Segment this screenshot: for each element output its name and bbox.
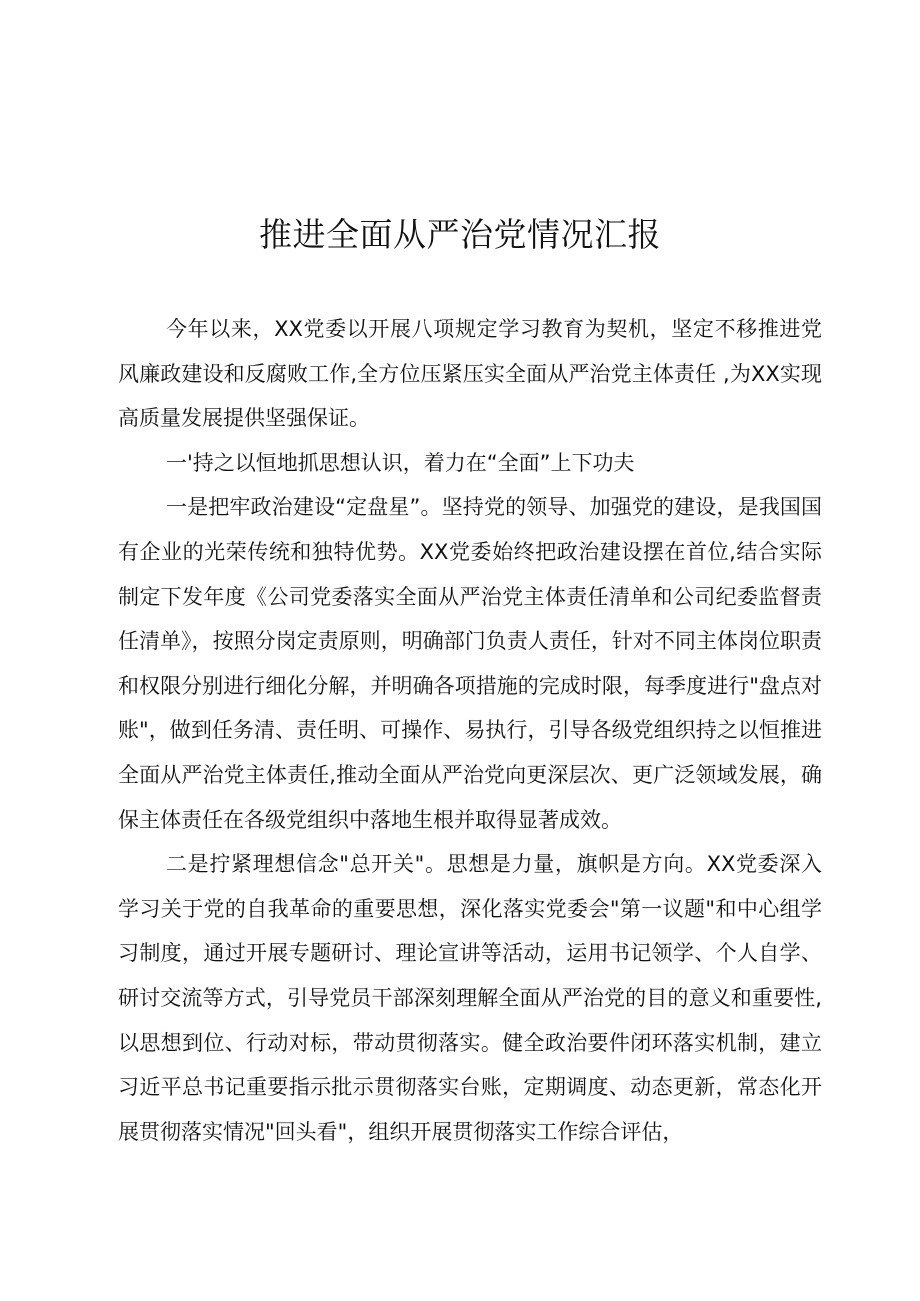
- paragraph-ideals-beliefs: 二是拧紧理想信念"总开关"。思想是力量，旗帜是方向。XX党委深入学习关于党的自我革命的重要思想，深化落实党委会"第一议题"和中心组学习制度，通过开展专题研讨、理论宣讲等活动，运用书记领学、个人自学、研讨交流等方式，引导党员干部深刻理解全面从严治党的目的意义和重要性,以思想到位、行动对标，带动贯彻落实。健全政治要件闭环落实机制，建立习近平总书记重要指示批示贯彻落实台账，定期调度、动态更新，常态化开展贯彻落实情况"回头看"，组织开展贯彻落实工作综合评估，: [118, 852, 822, 1144]
- document-body: [118, 307, 822, 1154]
- paragraph-political-building: 一是把牢政治建设“定盘星”。坚持党的领导、加强党的建设，是我国国有企业的光荣传统和独特优势。XX党委始终把政治建设摆在首位,结合实际制定下发年度《公司党委落实全面从严治党主体责任清单和公司纪委监督责任清单》，按照分岗定责原则，明确部门负责人责任，针对不同主体岗位职责和权限分别进行细化分解，并明确各项措施的完成时限，每季度进行"盘点对账"，做到任务清、责任明、可操作、易执行，引导各级党组织持之以恒推进全面从严治党主体责任,推动全面从严治党向更深层次、更广泛领域发展，确保主体责任在各级党组织中落地生根并取得显著成效。: [118, 495, 822, 832]
- paragraph-intro: 今年以来，XX党委以开展八项规定学习教育为契机，坚定不移推进党风廉政建设和反腐败工作,全方位压紧压实全面从严治党主体责任 ,为XX实现高质量发展提供坚强保证。: [118, 317, 822, 431]
- section-heading-1: 一'持之以恒地抓思想认识，着力在“全面”上下功夫: [166, 450, 635, 475]
- document-title: 推进全面从严治党情况汇报: [259, 215, 661, 254]
